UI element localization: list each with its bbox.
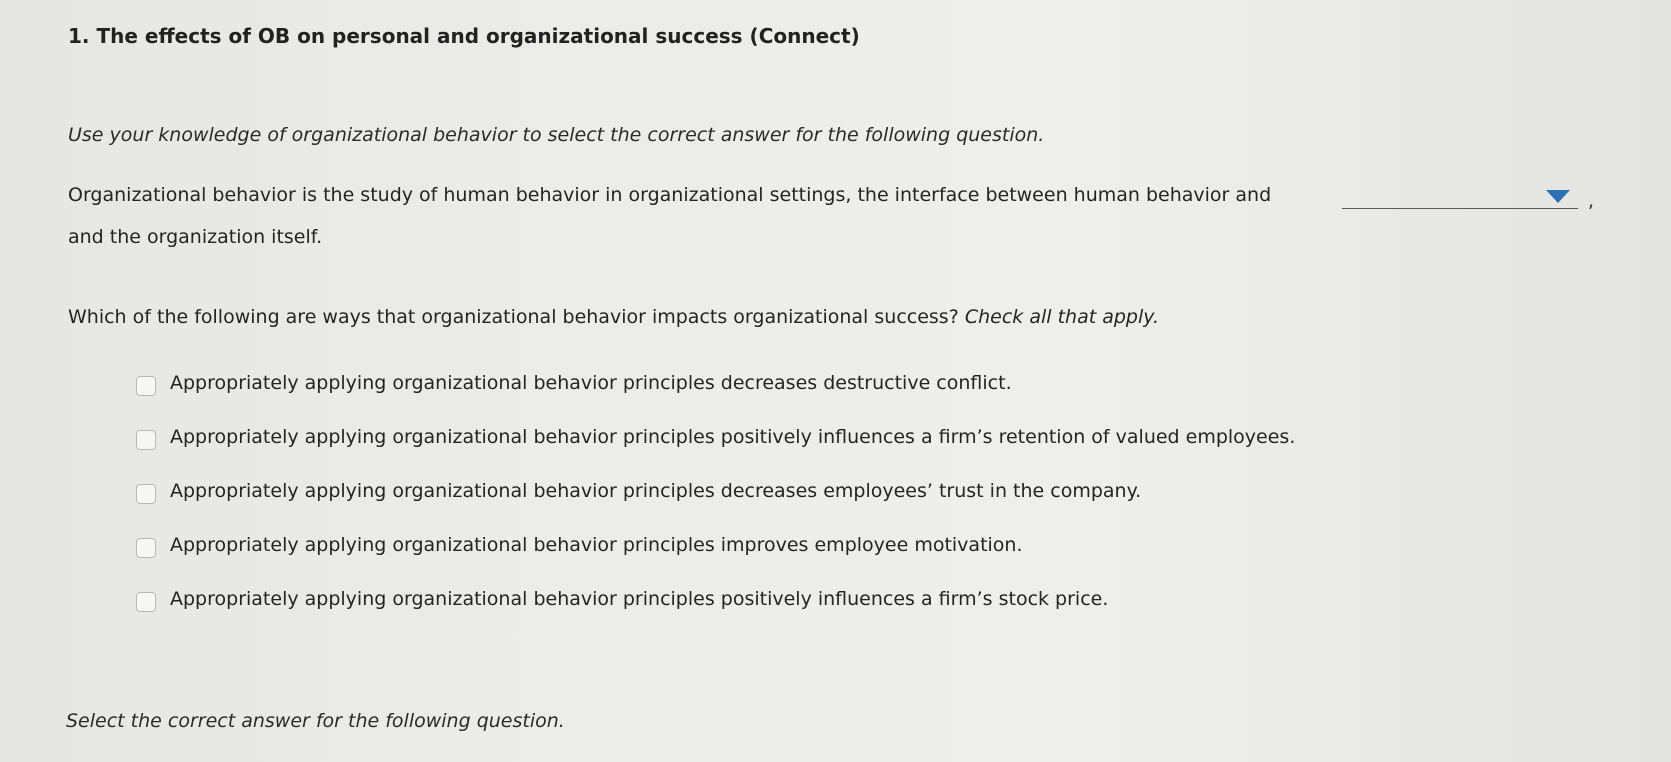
option-checkbox[interactable] [136, 376, 156, 396]
statement-line-2: and the organization itself. [68, 226, 323, 248]
answer-dropdown[interactable] [1342, 182, 1578, 209]
option-label: Appropriately applying organizational behavior principles positively influences a firm’s retention of valued employees. [170, 426, 1296, 448]
instruction-text: Use your knowledge of organizational behavior to select the correct answer for the following question. [68, 124, 1045, 146]
statement-trailing-comma: , [1588, 190, 1595, 212]
question-title: 1. The effects of OB on personal and organizational success (Connect) [68, 24, 860, 48]
footer-instruction: Select the correct answer for the following question. [66, 710, 565, 732]
question-hint: Check all that apply. [964, 306, 1160, 328]
statement-line-1: Organizational behavior is the study of human behavior in organizational settings, the interface between human behavior and [68, 184, 1272, 206]
option-label: Appropriately applying organizational behavior principles improves employee motivation. [170, 534, 1023, 556]
dropdown-arrow-icon[interactable] [1546, 190, 1570, 203]
checkbox-question [68, 306, 1159, 328]
option-checkbox[interactable] [136, 538, 156, 558]
option-label: Appropriately applying organizational behavior principles decreases employees’ trust in the company. [170, 480, 1142, 502]
option-label: Appropriately applying organizational behavior principles positively influences a firm’s stock price. [170, 588, 1109, 610]
question-text: Which of the following are ways that organizational behavior impacts organizational success? [68, 306, 959, 328]
option-checkbox[interactable] [136, 430, 156, 450]
option-checkbox[interactable] [136, 592, 156, 612]
option-label: Appropriately applying organizational behavior principles decreases destructive conflict. [170, 372, 1012, 394]
option-checkbox[interactable] [136, 484, 156, 504]
